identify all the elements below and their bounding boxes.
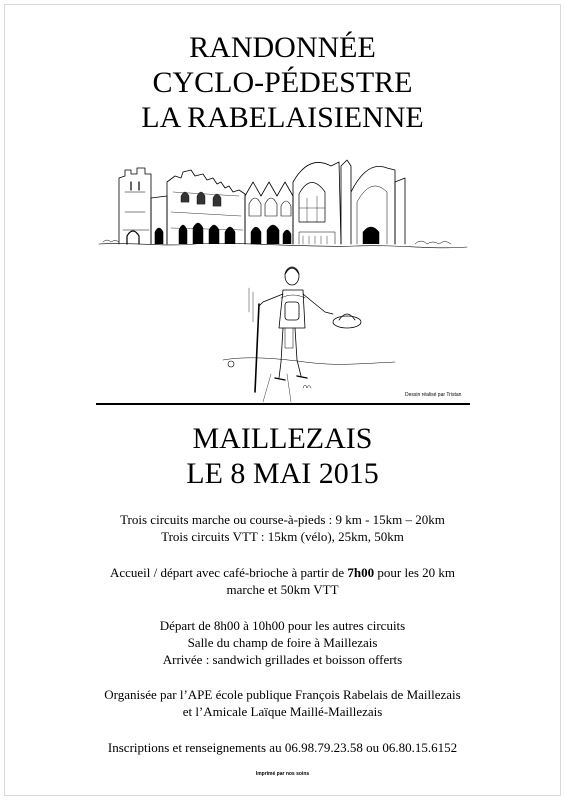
- title-line-3: LA RABELAISIENNE: [141, 101, 424, 134]
- drawing-credit: Dessin réalisé par Tristan: [405, 392, 462, 398]
- bike-circuits: Trois circuits VTT : 15km (vélo), 25km, 50km: [161, 529, 404, 544]
- event-place-date: [0, 421, 565, 491]
- welcome-time: 7h00: [347, 565, 375, 580]
- welcome-before: Accueil / départ avec café-brioche à partir de: [109, 565, 348, 580]
- title-line-2: CYCLO-PÉDESTRE: [152, 66, 413, 99]
- details-info: [0, 617, 565, 668]
- welcome-line-2: marche et 50km VTT: [226, 582, 339, 597]
- organizers-info: [0, 686, 565, 720]
- welcome-line-1: [0, 564, 565, 581]
- event-date: LE 8 MAI 2015: [186, 457, 379, 490]
- welcome-after: pour les 20 km: [374, 565, 456, 580]
- printed-note: Imprimé par nos soins: [255, 771, 310, 777]
- welcome-info: [0, 564, 565, 598]
- departure-times: Départ de 8h00 à 10h00 pour les autres circuits: [159, 618, 406, 633]
- contact-info: [0, 739, 565, 756]
- event-place: MAILLEZAIS: [192, 422, 373, 455]
- organizer-line-2: et l’Amicale Laïque Maillé-Maillezais: [182, 704, 383, 719]
- circuits-info: [0, 511, 565, 545]
- venue: Salle du champ de foire à Maillezais: [187, 635, 378, 650]
- contact-phones: Inscriptions et renseignements au 06.98.79.23.58 ou 06.80.15.6152: [107, 740, 458, 755]
- arrival-offer: Arrivée : sandwich grillades et boisson offerts: [162, 652, 403, 667]
- abbey-hiker-drawing: [95, 152, 471, 404]
- title-line-1: RANDONNÉE: [189, 31, 376, 64]
- walk-circuits: Trois circuits marche ou course-à-pieds : 9 km - 15km – 20km: [120, 512, 445, 527]
- separator-line: [96, 403, 470, 405]
- poster-title: [0, 30, 565, 135]
- organizer-line-1: Organisée par l’APE école publique François Rabelais de Maillezais: [104, 687, 461, 702]
